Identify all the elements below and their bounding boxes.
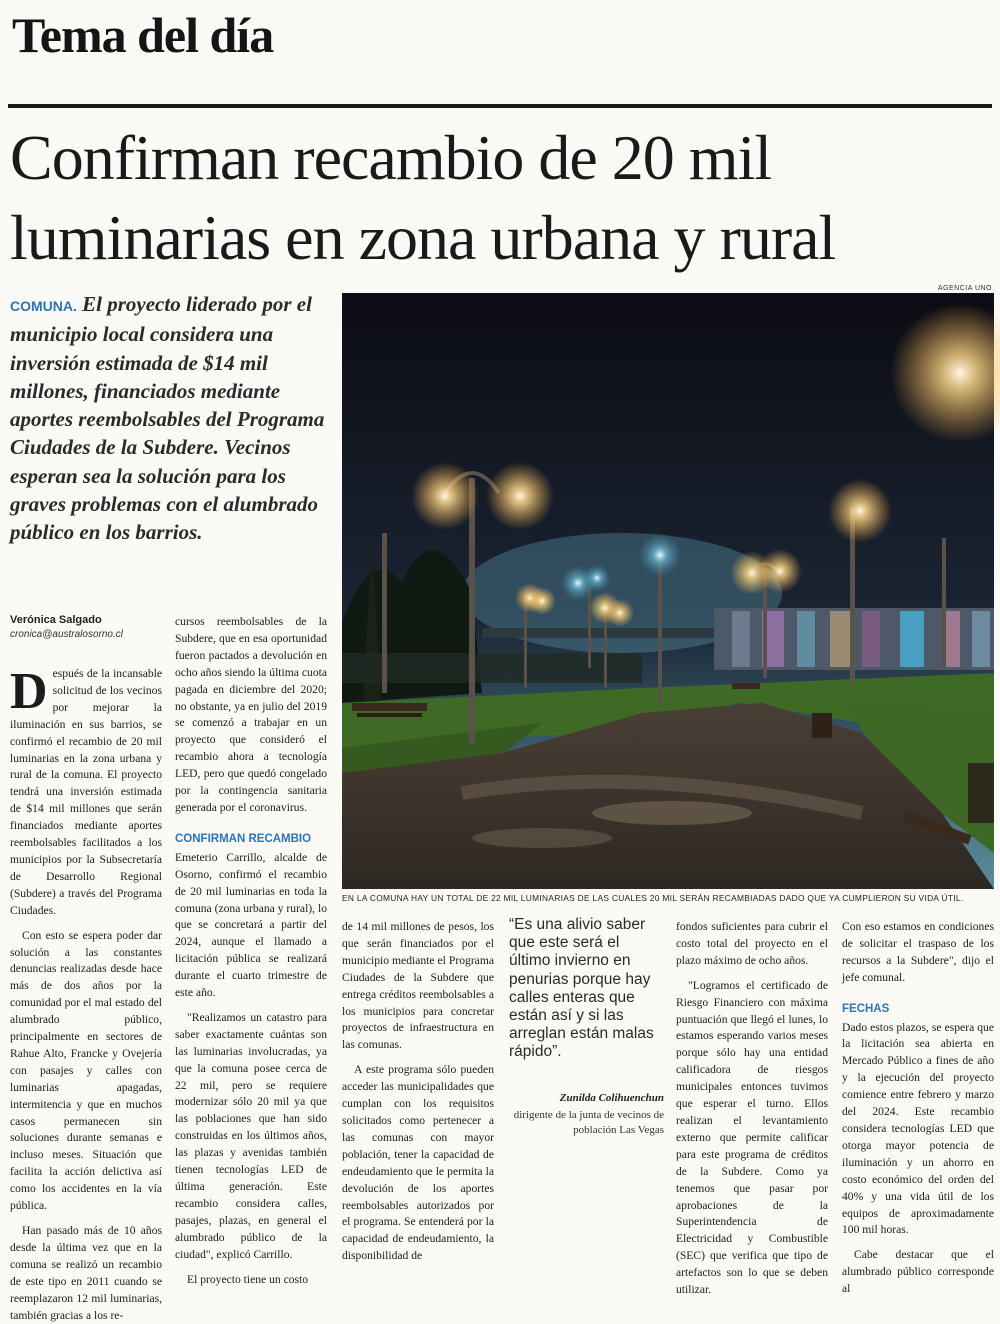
body-paragraph: fondos suficientes para cubrir el costo total del proyecto en el plazo máximo de ocho años. xyxy=(676,920,828,967)
body-paragraph: "Logramos el certificado de Riesgo Financiero con máxima puntuación que llegó el lunes, lo estamos esperando varios meses porque sólo hay una entidad calificadora de riesgos municipales entonces tuvimos que esperar el turno. Ellos realizan el levantamiento externo que permite calificar para este programa de créditos de la Subdere. Como ya tenemos que pasar por aprobaciones de la Superintendencia de Electricidad y Combustible (SEC) que verifica que tipo de artefactos son lo que se deben utilizar. xyxy=(676,978,828,1297)
body-text: espués de la incansable solicitud de los vecinos por mejorar la iluminación en sus barrios, se confirmó el recambio de 20 mil luminarias en la zona urbana y rural de la comuna. El proyecto tendrá una inversión estimada de $14 mil millones que serán financiados mediante aportes reembolsables facilitados a los municipios por la Subsecretaría de Desarrollo Regional (Subdere) a través del Programa Ciudades. xyxy=(10,667,162,917)
body-paragraph: Cabe destacar que el alumbrado público corresponde al xyxy=(842,1248,994,1296)
subhead-confirman: CONFIRMAN RECAMBIO xyxy=(175,832,312,845)
pull-quote-role: dirigente de la junta de vecinos de población Las Vegas xyxy=(513,1108,664,1136)
pull-quote-text: “Es una alivio saber que este será el último invierno en penurias porque hay calles enteras que están así y si las arreglan están malas rápido”. xyxy=(509,916,654,1061)
body-paragraph: Con esto se espera poder dar solución a las constantes denuncias realizadas desde hace más de dos años por la comunidad por el mal estado del alumbrado público, principalmente en sectores de Rahue Alto, Francke y Ovejería con pasajes y calles con luminarias apagadas, intermitencia y que en muchos casos permanecen sin soluciones durante semanas e incluso meses. Situación que facilita la acción delictiva así como los accidentes en la vía pública. xyxy=(10,928,162,1213)
body-paragraph: A este programa sólo pueden acceder las municipalidades que cumplan con los requisitos solicitados como pertenecer a las comunas con mayor población, tener la capacidad de endeudamiento que le permita la devolución de los aportes reembolsables autorizados por el programa. Se entenderá por la capacidad de endeudamiento, la disponibilidad de xyxy=(342,1063,494,1263)
subhead-fechas: FECHAS xyxy=(842,1002,890,1015)
lead-paragraph xyxy=(10,290,330,547)
body-paragraph: de 14 mil millones de pesos, los que serán financiados por el municipio mediante el Programa Ciudades de la Subdere que entrega créditos reembolsables a los municipios para concretar proyectos de infraestructura en las comunas. xyxy=(342,920,494,1052)
article-column-6 xyxy=(842,919,994,1296)
article-photo xyxy=(342,293,994,889)
body-paragraph: Emeterio Carrillo, alcalde de Osorno, confirmó el recambio de 20 mil luminarias en toda la comuna (zona urbana y rural), lo que se concretará a partir del 2024, aunque el llamado a licitación pública se realizará durante el cuarto trimestre de este año. xyxy=(175,850,327,1000)
body-paragraph: "Realizamos un catastro para saber exactamente cuántas son las luminarias involucradas, ya que la comuna posee cerca de 22 mil, pero se requiere modernizar sólo 20 mil ya que las poblaciones que han sido construidas en los últimos años, las plazas y avenidas también tienen tecnologías LED de última generación. Este recambio considera calles, pasajes, plazas, en general el alumbrado público de la ciudad", explicó Carrillo. xyxy=(175,1010,327,1261)
lead-text: El proyecto liderado por el municipio local considera una inversión estimada de $14 mil millones, financiados mediante aportes reembolsables del Programa Ciudades de la Subdere. Vecinos esperan sea la solución para los graves problemas con el alumbrado público en los barrios. xyxy=(10,292,325,545)
headline: Confirman recambio de 20 mil luminarias en zona urbana y rural xyxy=(10,122,836,273)
pull-quote xyxy=(509,916,664,1138)
lead-kicker: COMUNA. xyxy=(10,298,77,314)
body-paragraph: Con eso estamos en condiciones de solicitar el traspaso de los recursos a la Subdere", dijo el jefe comunal. xyxy=(842,920,994,984)
article-column-2 xyxy=(175,614,327,1286)
author-name: Verónica Salgado xyxy=(10,614,102,626)
section-title: Tema del día xyxy=(12,7,274,63)
article-column-1 xyxy=(10,663,162,1322)
pull-quote-author: Zunilda Colihuenchun xyxy=(559,1091,664,1104)
body-paragraph: Dado estos plazos, se espera que la licitación sea abierta en Mercado Público a fines de año y la ejecución del proyecto comience entre febrero y marzo del 2024. Este recambio considera tecnologías LED que otorga mayor potencia de iluminación y un ahorro en costo económico del orden del 40% y una vida útil de los equipos de aproximadamente 100 mil horas. xyxy=(842,1020,994,1237)
photo-caption: EN LA COMUNA HAY UN TOTAL DE 22 MIL LUMINARIAS DE LAS CUALES 20 MIL SERÁN RECAMBIADAS DADO QUE YA CUMPLIERON SU VIDA ÚTIL. xyxy=(342,893,964,903)
body-paragraph xyxy=(10,663,162,920)
byline xyxy=(10,614,165,640)
article-column-5 xyxy=(676,919,828,1297)
drop-cap: D xyxy=(10,663,48,720)
body-paragraph: cursos reembolsables de la Subdere, que en esa oportunidad fueron pactados a devolución en ocho años siendo la última cuota pagada en diciembre del 2020; no obstante, ya en julio del 2019 se comenzó a trabajar en un proyecto que consideró el recambio ahora a tecnología LED, pero que quedó congelado por la contingencia sanitaria generada por el coronavirus. xyxy=(175,615,327,814)
photo-credit: AGENCIA UNO xyxy=(937,285,992,292)
author-email: cronica@australosorno.cl xyxy=(10,629,123,640)
body-paragraph: Han pasado más de 10 años desde la última vez que en la comuna se realizó un recambio de este tipo en 2011 cuando se reemplazaron 12 mil luminarias, también gracias a los re- xyxy=(10,1224,162,1322)
body-paragraph: El proyecto tiene un costo xyxy=(187,1272,309,1286)
article-column-3 xyxy=(342,919,494,1263)
night-park-photo xyxy=(342,293,994,889)
divider xyxy=(8,104,992,108)
